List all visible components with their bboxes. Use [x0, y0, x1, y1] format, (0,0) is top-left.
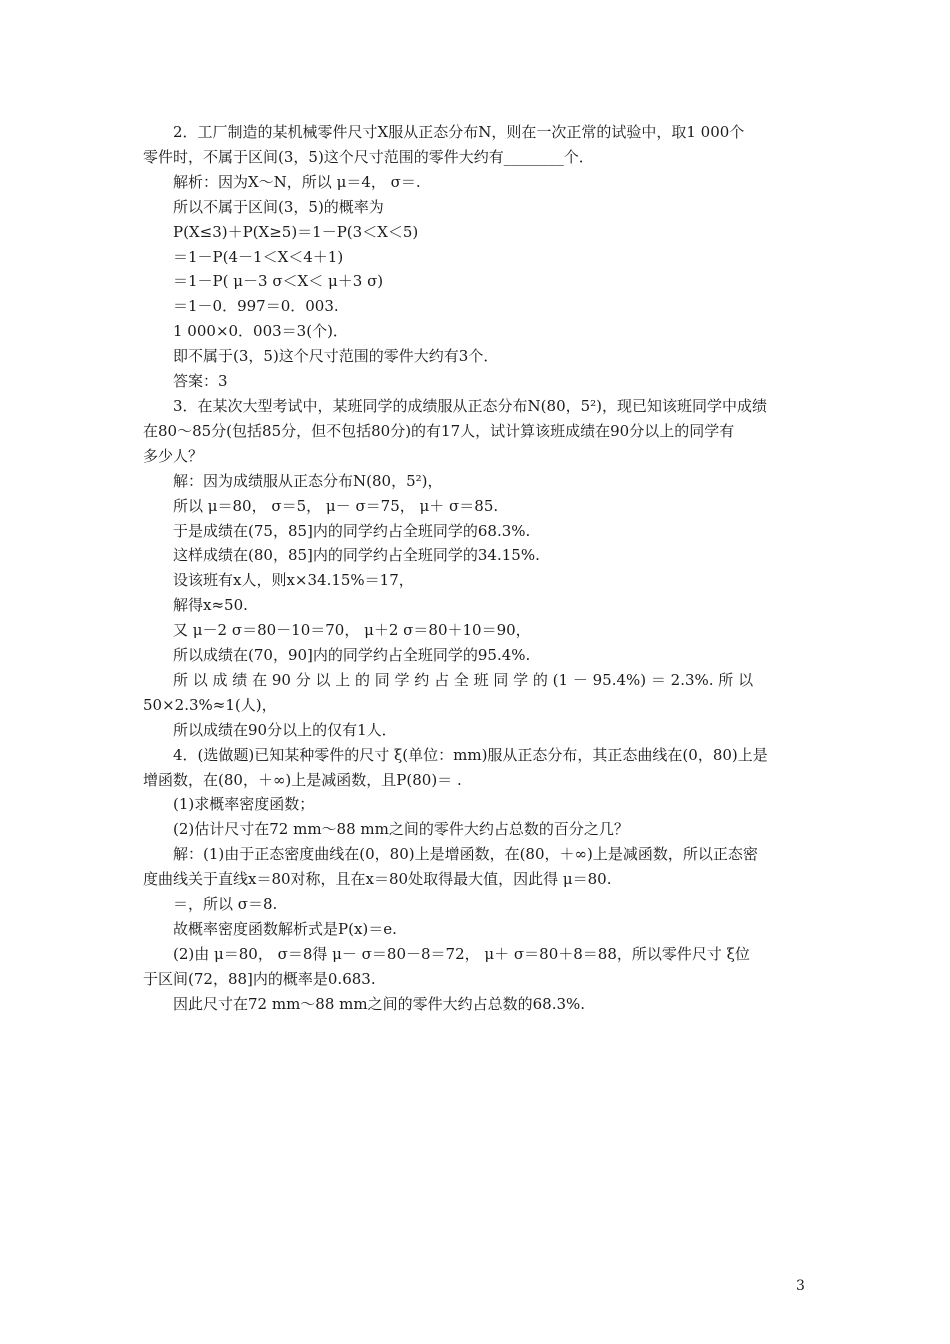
- text-line: ＝1－P( μ－3 σ＜X＜ μ＋3 σ): [173, 272, 384, 291]
- text-line: 所以不属于区间(3，5)的概率为: [173, 197, 384, 216]
- text-line: ＝1－0．997＝0．003.: [173, 297, 339, 316]
- text-line: 即不属于(3，5)这个尺寸范围的零件大约有3个．: [173, 347, 499, 366]
- text-line: 又 μ－2 σ＝80－10＝70， μ＋2 σ＝80＋10＝90，: [173, 621, 531, 640]
- text-line: 4．(选做题)已知某种零件的尺寸 ξ(单位：mm)服从正态分布，其正态曲线在(0，80)上是: [173, 745, 768, 764]
- text-line: (1)求概率密度函数；: [173, 795, 315, 814]
- text-line: 于区间(72，88]内的概率是0.683.: [143, 969, 376, 988]
- text-line: 因此尺寸在72 mm～88 mm之间的零件大约占总数的68.3%.: [173, 994, 586, 1013]
- text-line: 1 000×0．003＝3(个)．: [173, 322, 348, 341]
- text-line: P(X≤3)＋P(X≥5)＝1－P(3＜X＜5): [173, 222, 419, 241]
- text-line: 设该班有x人，则x×34.15%＝17，: [173, 571, 414, 590]
- text-line: (2)由 μ＝80， σ＝8得 μ－ σ＝80－8＝72， μ＋ σ＝80＋8＝88，所以零件尺寸 ξ位: [173, 944, 750, 963]
- text-line: 解：因为成绩服从正态分布N(80，5²)，: [173, 471, 443, 490]
- text-line: 解析：因为X～N，所以 μ＝4， σ＝.: [173, 172, 421, 191]
- text-line: 所以成绩在90分以上的仅有1人．: [173, 720, 397, 739]
- text-line: 50×2.3%≈1(人)，: [143, 695, 277, 714]
- text-line: 3．在某次大型考试中，某班同学的成绩服从正态分布N(80，5²)，现已知该班同学中成绩: [173, 396, 768, 415]
- text-line: 在80～85分(包括85分，但不包括80分)的有17人，试计算该班成绩在90分以上的同学有: [143, 421, 735, 440]
- text-line: 度曲线关于直线x＝80对称，且在x＝80处取得最大值，因此得 μ＝80.: [143, 870, 612, 889]
- text-line: 所 以 成 绩 在 90 分 以 上 的 同 学 约 占 全 班 同 学 的 (1 － 95.4%) ＝ 2.3%. 所 以: [173, 670, 754, 689]
- text-line: 2．工厂制造的某机械零件尺寸X服从正态分布N，则在一次正常的试验中，取1 000个: [173, 123, 745, 141]
- text-line: 增函数，在(80，＋∞)上是减函数，且P(80)＝ .: [143, 770, 462, 789]
- text-line: 零件时，不属于区间(3，5)这个尺寸范围的零件大约有________个．: [143, 147, 594, 166]
- page-body: [143, 120, 807, 1017]
- text-line: 解得x≈50.: [173, 596, 248, 615]
- text-line: 所以 μ＝80， σ＝5， μ－ σ＝75， μ＋ σ＝85.: [173, 496, 499, 515]
- text-line: 解：(1)由于正态密度曲线在(0，80)上是增函数，在(80，＋∞)上是减函数，所以正态密: [173, 845, 758, 864]
- text-line: 于是成绩在(75，85]内的同学约占全班同学的68.3%.: [173, 521, 531, 540]
- text-line: 这样成绩在(80，85]内的同学约占全班同学的34.15%.: [173, 546, 540, 565]
- text-line: ＝，所以 σ＝8.: [173, 895, 278, 914]
- page-number: 3: [796, 1278, 805, 1294]
- text-line: 所以成绩在(70，90]内的同学约占全班同学的95.4%.: [173, 646, 531, 665]
- text-line: (2)估计尺寸在72 mm～88 mm之间的零件大约占总数的百分之几？: [173, 820, 629, 839]
- text-line: 多少人？: [143, 446, 204, 465]
- text-line: 答案：3: [173, 372, 228, 391]
- text-line: ＝1－P(4－1＜X＜4＋1): [173, 247, 344, 266]
- text-line: 故概率密度函数解析式是P(x)＝e.: [173, 920, 397, 938]
